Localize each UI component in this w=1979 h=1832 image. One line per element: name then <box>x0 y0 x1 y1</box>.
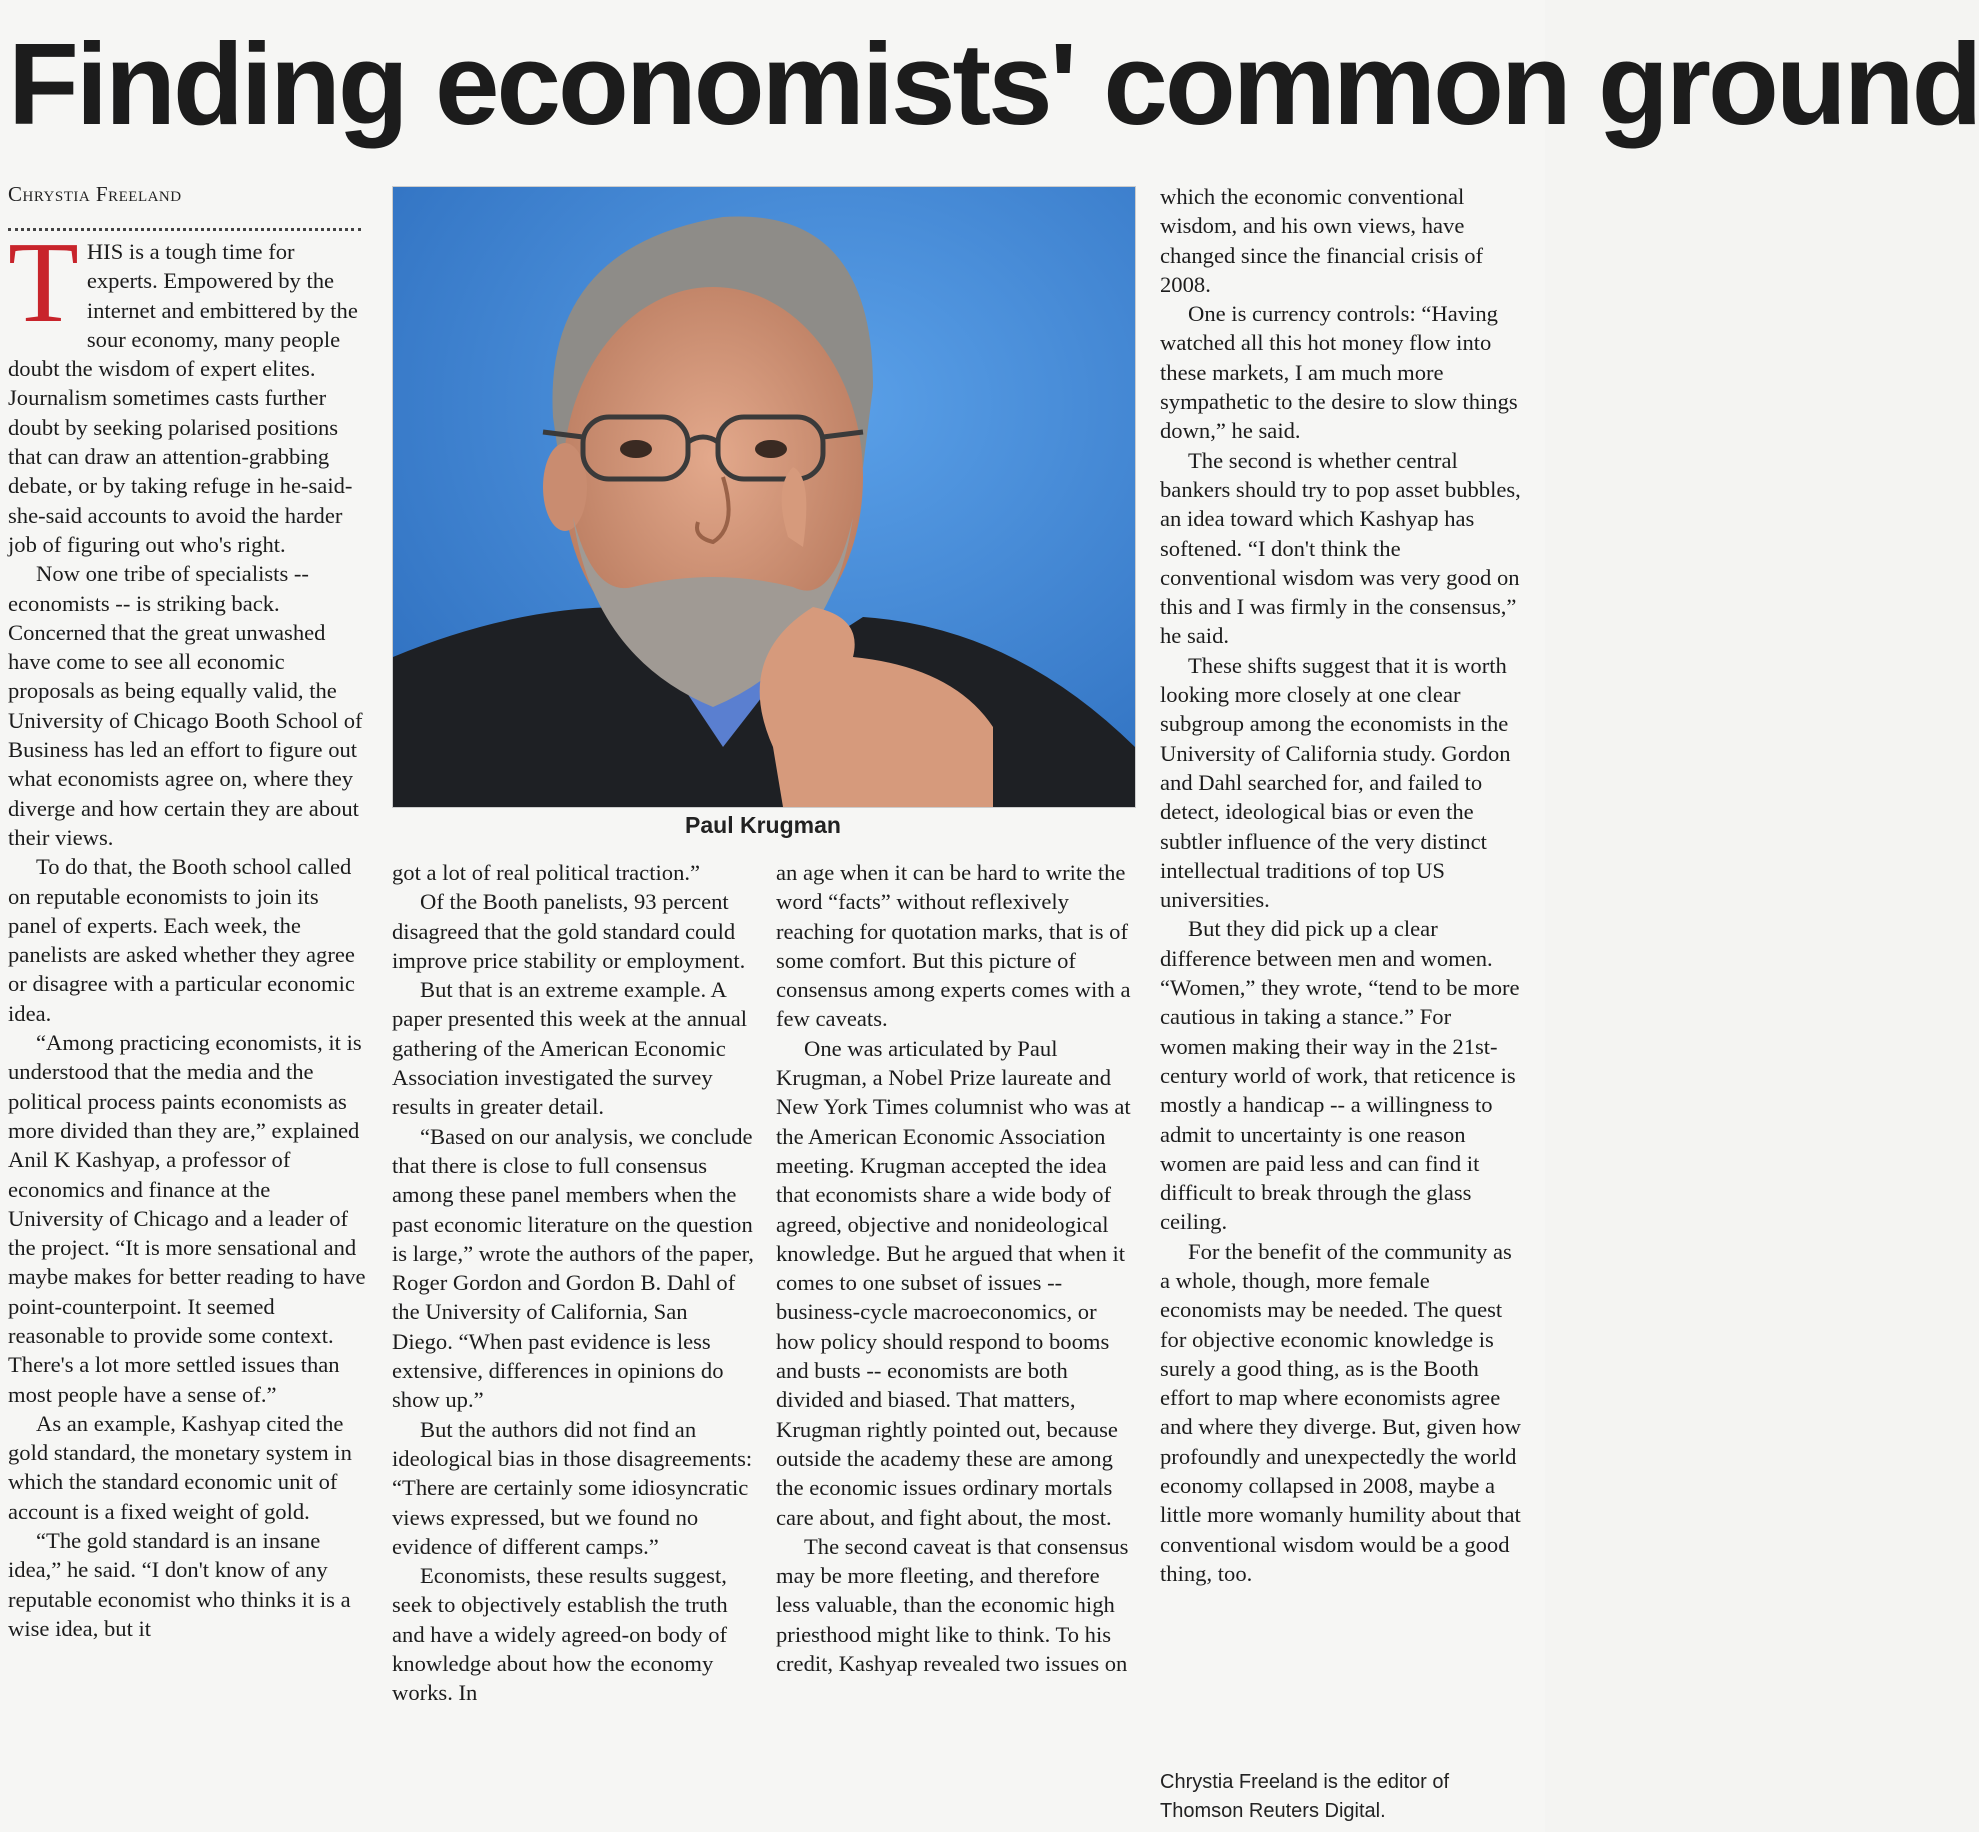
paragraph: But that is an extreme example. A paper presented this week at the annual gathering of the American Economic Association investigated the survey results in greater detail. <box>392 977 748 1120</box>
article-column-2 <box>392 858 754 1708</box>
paragraph: an age when it can be hard to write the word “facts” without reflexively reaching for quotation marks, that is of some comfort. But this picture of consensus among experts comes with a few caveats. <box>776 860 1131 1032</box>
portrait-illustration <box>393 187 1135 807</box>
paragraph: The second caveat is that consensus may be more fleeting, and therefore less valuable, than the economic high priesthood might like to think. To his credit, Kashyap revealed two issues on <box>776 1533 1129 1677</box>
paragraph: One is currency controls: “Having watched all this hot money flow into these markets, I am much more sympathetic to the desire to slow things down,” he said. <box>1160 301 1518 444</box>
paragraph: The second is whether central bankers should try to pop asset bubbles, an idea toward which Kashyap has softened. “I don't think the conventional wisdom was very good on this and I was firmly in the consensus,” he said. <box>1160 447 1521 649</box>
article-column-3 <box>776 858 1138 1678</box>
paragraph: To do that, the Booth school called on reputable economists to join its panel of experts. Each week, the panelists are asked whether they agree or disagree with a particular economic idea. <box>8 854 355 1026</box>
paragraph: “The gold standard is an insane idea,” he said. “I don't know of any reputable economist who thinks it is a wise idea, but it <box>8 1528 351 1641</box>
paragraph: One was articulated by Paul Krugman, a Nobel Prize laureate and New York Times columnist who was at the American Economic Association meeting. Krugman accepted the idea that economists share a wide body of agreed, objective and nonideological knowledge. But he argued that when it comes to one subset of issues -- business-cycle macroeconomics, or how policy should respond to booms and busts -- economists are both divided and biased. That matters, Krugman rightly pointed out, because outside the academy these are among the economic issues ordinary mortals care about, and fight about, the most. <box>776 1035 1131 1530</box>
paragraph: Now one tribe of specialists -- economists -- is striking back. Concerned that the great unwashed have come to see all economic proposals as being equally valid, the University of Chicago Booth School of Business has led an effort to figure out what economists agree on, where they diverge and how certain they are about their views. <box>8 561 363 850</box>
author-bio-line: Thomson Reuters Digital. <box>1160 1800 1386 1822</box>
author-bio-line: Chrystia Freeland is the editor of <box>1160 1771 1450 1793</box>
paragraph: Economists, these results suggest, seek to objectively establish the truth and have a widely agreed-on body of knowledge about how the economy works. In <box>392 1563 728 1706</box>
article-column-4 <box>1160 182 1522 1588</box>
paragraph: These shifts suggest that it is worth looking more closely at one clear subgroup among the economists in the University of California study. Gordon and Dahl searched for, and failed to detect, ideological bias or even the subtler influence of the very distinct intellectual traditions of top US universities. <box>1160 652 1511 913</box>
author-bio <box>1160 1768 1530 1826</box>
headline: Finding economists' common ground <box>8 19 1979 149</box>
byline: Chrystia Freeland <box>8 182 182 206</box>
photo-caption: Paul Krugman <box>685 812 841 838</box>
paragraph: HIS is a tough time for experts. Empowered by the internet and embittered by the sour economy, many people doubt the wisdom of expert elites. Journalism sometimes casts further doubt by seeking polarised positions that can draw an attention-grabbing debate, or by taking refuge in he-said-she-said accounts to avoid the harder job of figuring out who's right. <box>8 239 358 557</box>
paragraph: which the economic conventional wisdom, and his own views, have changed since the financial crisis of 2008. <box>1160 184 1484 297</box>
paragraph: As an example, Kashyap cited the gold standard, the monetary system in which the standard economic unit of account is a fixed weight of gold. <box>8 1410 352 1524</box>
paragraph: got a lot of real political traction.” <box>392 860 701 885</box>
paragraph: For the benefit of the community as a whole, though, more female economists may be needed. The quest for objective economic knowledge is surely a good thing, as is the Booth effort to map where economists agree and where they diverge. But, given how profoundly and unexpectedly the world economy collapsed in 2008, maybe a little more womanly humility about that conventional wisdom would be a good thing, too. <box>1160 1238 1521 1586</box>
paragraph: But they did pick up a clear difference between men and women. “Women,” they wrote, “tend to be more cautious in taking a stance.” For women making their way in the 21st-century world of work, that reticence is mostly a handicap -- a willingness to admit to uncertainty is one reason women are paid less and can find it difficult to break through the glass ceiling. <box>1160 916 1520 1235</box>
article-column-1 <box>8 219 368 1643</box>
drop-cap: T <box>8 219 79 347</box>
paragraph: But the authors did not find an ideological bias in those disagreements: “There are certainly some idiosyncratic views expressed, but we found no evidence of different camps.” <box>392 1416 753 1559</box>
krugman-photo <box>392 186 1136 808</box>
paragraph: Of the Booth panelists, 93 percent disagreed that the gold standard could improve price stability or employment. <box>392 889 746 973</box>
paragraph: “Based on our analysis, we conclude that there is close to full consensus among these panel members when the past economic literature on the question is large,” wrote the authors of the paper, Roger Gordon and Gordon B. Dahl of the University of California, San Diego. “When past evidence is less extensive, differences in opinions do show up.” <box>392 1123 754 1413</box>
paragraph: “Among practicing economists, it is understood that the media and the political process paints economists as more divided than they are,” explained Anil K Kashyap, a professor of economics and finance at the University of Chicago and a leader of the project. “It is more sensational and maybe makes for better reading to have point-counterpoint. It seemed reasonable to provide some context. There's a lot more settled issues than most people have a sense of.” <box>8 1030 366 1407</box>
